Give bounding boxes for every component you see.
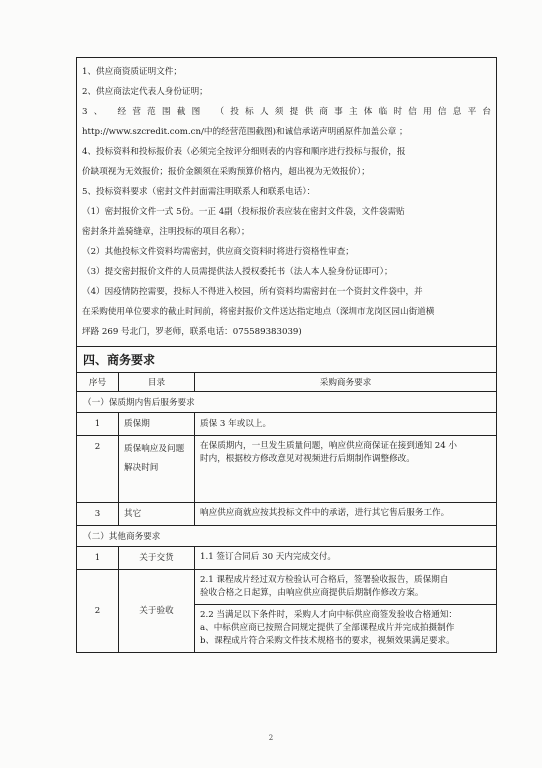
group1-title: （一）保质期内售后服务要求 — [77, 392, 497, 413]
intro-line-10: （2）其他投标文件资料均需密封，供应商交资料时将进行资格性审查； — [82, 247, 354, 257]
header-no: 序号 — [77, 373, 119, 392]
intro-line-1: 1、供应商资质证明文件； — [82, 67, 182, 77]
row-req-line: 验收合格之日起算，由响应供应商提供后期制作修改方案。 — [200, 588, 424, 598]
intro-line-14: 坪路 269 号北门，罗老师，联系电话：075589383039) — [82, 327, 302, 337]
row-no — [77, 570, 119, 653]
intro-line-9: 密封条并盖骑缝章，注明投标的项目名称）； — [82, 227, 250, 237]
row-req-line: 在保质期内，一旦发生质量问题，响应供应商保证在接到通知 24 小 — [200, 441, 458, 451]
row-item — [119, 570, 195, 653]
intro-line-13: 在采购使用单位要求的截止时间前，将密封报价文件送达指定地点（深圳市龙岗区园山街道横 — [82, 307, 435, 317]
row-no: 1 — [77, 413, 119, 436]
row-no: 2 — [77, 436, 119, 503]
row-item — [119, 436, 195, 503]
row-no: 1 — [77, 547, 119, 570]
row-req — [195, 503, 497, 526]
row-req-line: a、中标供应商已按照合同规定提供了全部课程成片并完成拍摄制作 — [200, 623, 455, 633]
table-row — [77, 436, 497, 503]
intro-line-11: （3）提交密封报价文件的人员需提供法人授权委托书（法人本人验身份证即可）； — [82, 267, 393, 277]
row-item: 其它 — [119, 503, 195, 526]
requirements-table — [76, 57, 497, 653]
intro-line-2: 2、供应商法定代表人身份证明； — [82, 87, 208, 97]
section-row — [77, 347, 497, 373]
table-row — [77, 570, 497, 605]
intro-line-4: http://www.szcredit.com.cn/中的经营范围截图)和诚信承诺声明函原件加盖公章 ； — [82, 127, 408, 137]
row-no-text: 2 — [94, 606, 101, 616]
row-req-line: 质保 3 年或以上。 — [200, 419, 272, 429]
row-req-b — [195, 605, 497, 653]
header-req: 采购商务要求 — [195, 373, 497, 392]
row-req — [195, 436, 497, 503]
intro-line-12: （4）因疫情防控需要，投标人不得进入校园，所有资料均需密封在一个资封文件袋中，并 — [82, 287, 423, 297]
row-req-line: 响应供应商就应按其投标文件中的承诺，进行其它售后服务工作。 — [200, 508, 450, 518]
table-row — [77, 413, 497, 436]
intro-line-5: 4、投标资料和投标报价表（必须完全按评分细则表的内容和顺序进行投标与报价，报 — [82, 147, 406, 157]
table-row — [77, 547, 497, 570]
row-req-line: 2.2 当满足以下条件时，采购人才向中标供应商签发验收合格通知： — [200, 610, 458, 620]
row-req-line: b、课程成片符合采购文件技术规格书的要求，视频效果满足要求。 — [200, 636, 455, 646]
table-row — [77, 503, 497, 526]
group2-title: （二）其他商务要求 — [77, 526, 497, 547]
row-item: 质保期 — [119, 413, 195, 436]
group2-row — [77, 526, 497, 547]
row-req-line: 2.1 课程成片经过双方检验认可合格后，签署验收报告，质保期自 — [200, 575, 449, 585]
row-no: 3 — [77, 503, 119, 526]
row-req-line: 1.1 签订合同后 30 天内完成交付。 — [200, 552, 336, 562]
header-item: 目录 — [119, 373, 195, 392]
row-item-text: 质保响应及问题解决时间 — [124, 444, 185, 473]
group1-row — [77, 392, 497, 413]
intro-line-6: 价缺项视为无效报价；报价金额须在采购预算价格内，超出视为无效报价）； — [82, 167, 370, 177]
header-row — [77, 373, 497, 392]
document-page — [76, 57, 496, 653]
row-req — [195, 413, 497, 436]
intro-line-8: （1）密封报价文件一式 5份。一正 4副（投标报价表应装在密封文件袋，文件袋需贴 — [82, 207, 405, 217]
row-item: 关于交货 — [119, 547, 195, 570]
intro-row — [77, 58, 497, 347]
row-req — [195, 547, 497, 570]
intro-line-3: 3、 经营范围截图 （投标人须提供商事主体临时信用信息平台 — [82, 107, 492, 117]
row-item-text: 关于验收 — [139, 606, 174, 616]
row-req-line: 时内，根据校方修改意见对视频进行后期制作调整修改。 — [200, 454, 415, 464]
page-number: 2 — [268, 734, 274, 742]
intro-line-7: 5、投标资料要求（密封文件封面需注明联系人和联系电话）： — [82, 187, 316, 197]
row-req-a — [195, 570, 497, 605]
section-title: 四、商务要求 — [77, 347, 497, 373]
